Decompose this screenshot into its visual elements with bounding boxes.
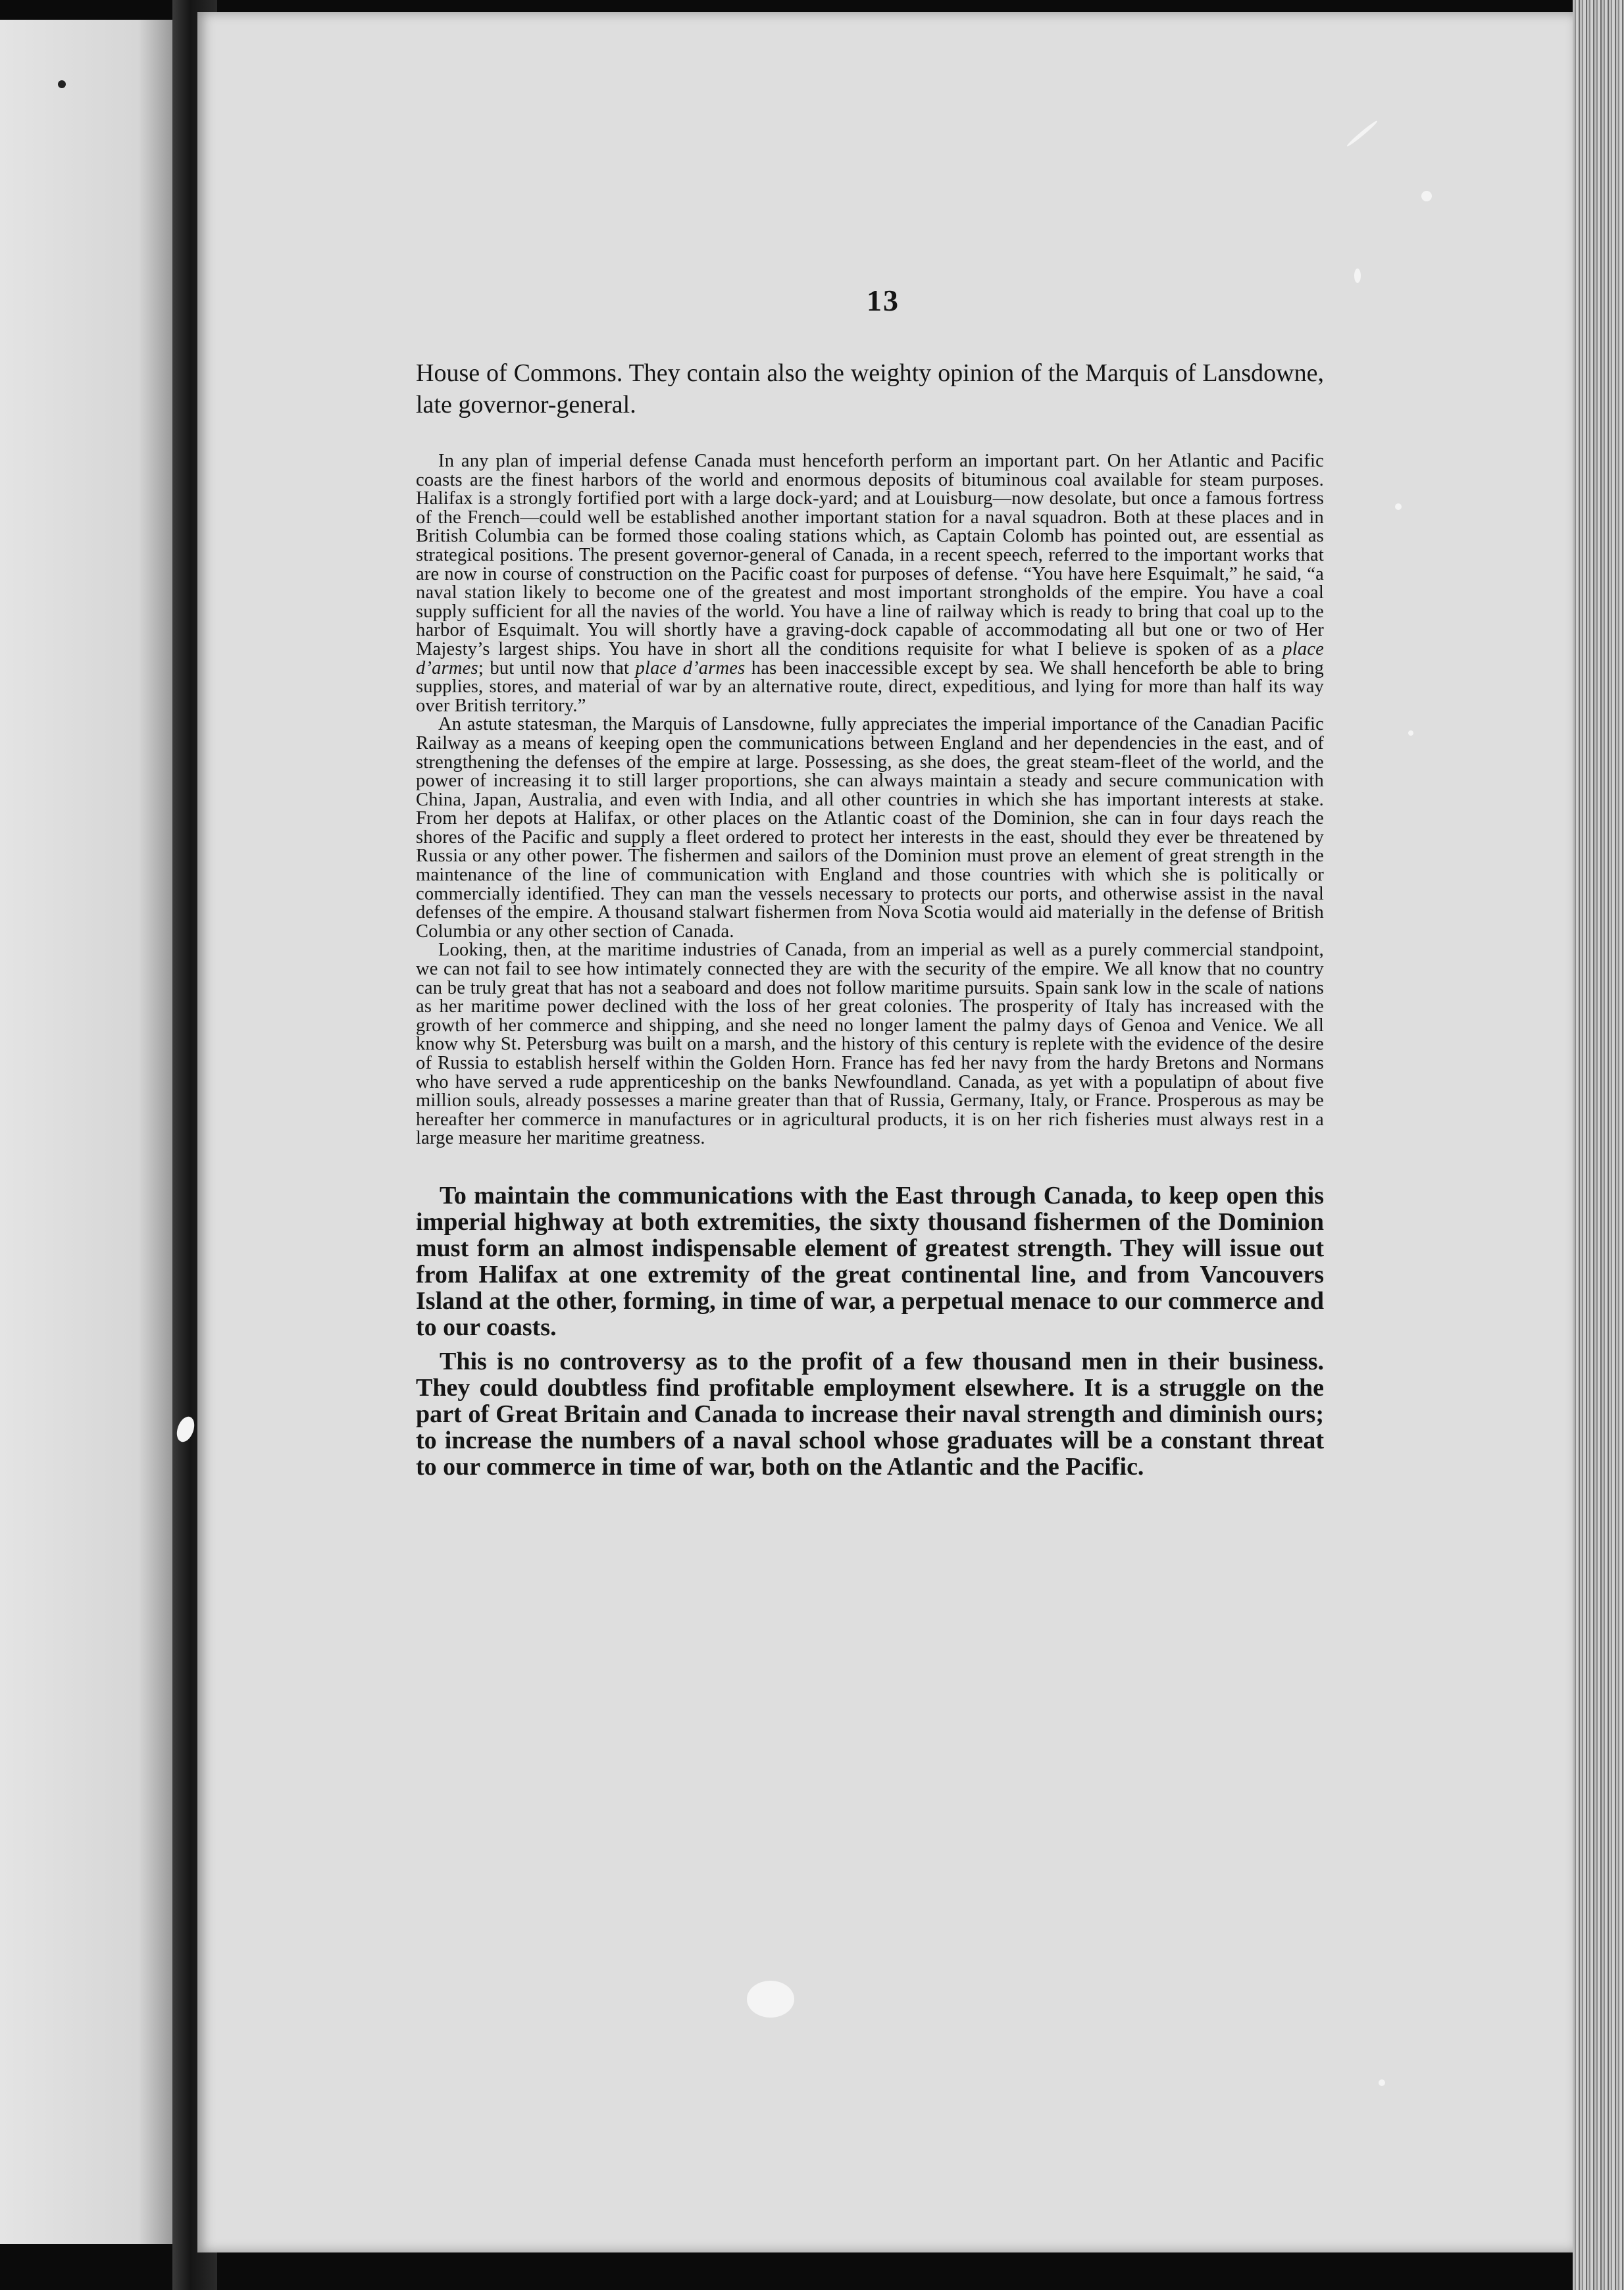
body-paragraph-1: To maintain the communications with the East through Canada, to keep open this imperial highway at both extremities, the sixty thousand fishermen of the Dominion must form an almost indispensable element of greatest strength. They will issue out from Halifax at one extremity of the great continental line, and from Vancouvers Island at the other, forming, in time of war, a perpetual menace to our commerce and to our coasts.	[416, 1181, 1324, 1341]
quote-paragraph-1-text: In any plan of imperial defense Canada must henceforth perform an important part. On her Atlantic and Pacific coasts are the finest harbors of the world and enormous deposits of bituminous coal available for steam purposes. Halifax is a strongly fortified port with a large dock-yard; and at Louisburg—now desolate, but once a famous fortress of the French—could well be established another important station for a naval squadron. Both at these places and in British Columbia can be formed those coaling stations which, as Captain Colomb has pointed out, are essential as strategical positions. The present governor-general of Canada, in a recent speech, referred to the important works that are now in course of construction on the Pacific coast for purposes of defense. “You have here Esquimalt,” he said, “a naval station likely to become one of the greatest and most important strongholds of the empire. You have a coal supply sufficient for all the navies of the world. You have a line of railway which is ready to bring that coal up to the harbor of Esquimalt. You will shortly have a graving-dock capable of accommodating all but one or two of Her Majesty’s largest ships. You have in short all the conditions requisite for what I believe is spoken of as a	[416, 451, 1324, 659]
quote-paragraph-1-tail: has been inaccessible except by sea. We shall henceforth be able to bring supplies, stores, and material of war by an alternative route, direct, expeditious, and lying for more than half its way over British territory.”	[416, 657, 1324, 716]
paper-speck	[1395, 503, 1402, 510]
page-text-block	[416, 283, 1324, 1480]
quote-paragraph-3: Looking, then, at the maritime industries of Canada, from an imperial as well as a purely commercial standpoint, we can not fail to see how intimately connected they are with the security of the empire. We all know that no country can be truly great that has not a seaboard and does not follow maritime pursuits. Spain sank low in the scale of nations as her maritime power declined with the loss of her great colonies. The prosperity of Italy has increased with the growth of her commerce and shipping, and she need no longer lament the palmy days of Genoa and Venice. We all know why St. Petersburg was built on a marsh, and the history of this century is replete with the evidence of the desire of Russia to establish herself within the Golden Horn. France has fed her navy from the hardy Bretons and Normans who have served a rude apprenticeship on the banks Newfoundland. Canada, as yet with a populatipn of about five million souls, already possesses a marine greater than that of Russia, Germany, Italy, or France. Prosperous as may be hereafter her commerce in manufactures or in agricultural products, it is on her rich fisheries must always rest in a large measure her maritime greatness.	[416, 940, 1324, 1149]
left-page-edge	[0, 20, 172, 2244]
lead-paragraph: House of Commons. They contain also the weighty opinion of the Marquis of Lansdowne, late governor-general.	[416, 359, 1324, 419]
page-stack-edge	[1573, 0, 1624, 2290]
paper-speck	[1421, 191, 1432, 201]
quote-paragraph-1	[416, 452, 1324, 715]
italic-phrase: place d’armes	[635, 657, 746, 678]
italic-phrase: place d’armes	[416, 638, 1325, 678]
ink-speck	[58, 80, 66, 88]
quote-paragraph-1-mid: ; but until now that	[478, 657, 630, 678]
page-number: 13	[867, 284, 900, 317]
paper-speck	[1408, 730, 1413, 736]
paper-speck	[747, 1981, 794, 2018]
quote-paragraph-2: An astute statesman, the Marquis of Lansdowne, fully appreciates the imperial importance of the Canadian Pacific Railway as a means of keeping open the communications between England and her dependencies in the east, and of strengthening the defenses of the empire at large. Possessing, as she does, the great steam-fleet of the world, and the power of increasing it to still larger proportions, she can always maintain a steady and secure communication with China, Japan, Australia, and even with India, and all other countries in which she has important interests at stake. From her depots at Halifax, or other places on the Atlantic coast of the Dominion, she can in four days reach the shores of the Pacific and supply a fleet ordered to protect her interests in the east, should they ever be threatened by Russia or any other power. The fishermen and sailors of the Dominion must prove an element of great strength in the maintenance of the line of communication with England and those countries with which she is politically or commercially identified. They can man the vessels necessary to protects our ports, and otherwise assist in the naval defenses of the empire. A thousand stalwart fishermen from Nova Scotia would aid materially in the defense of British Columbia or any other section of Canada.	[416, 714, 1324, 942]
paper-speck	[1354, 268, 1361, 283]
paper-speck	[1379, 2079, 1385, 2086]
body-paragraph-2: This is no controversy as to the profit of a few thousand men in their business. They could doubtless find profitable employment elsewhere. It is a struggle on the part of Great Britain and Canada to increase their naval strength and diminish ours; to increase the numbers of a naval school whose graduates will be a constant threat to our commerce in time of war, both on the Atlantic and the Pacific.	[416, 1347, 1324, 1481]
